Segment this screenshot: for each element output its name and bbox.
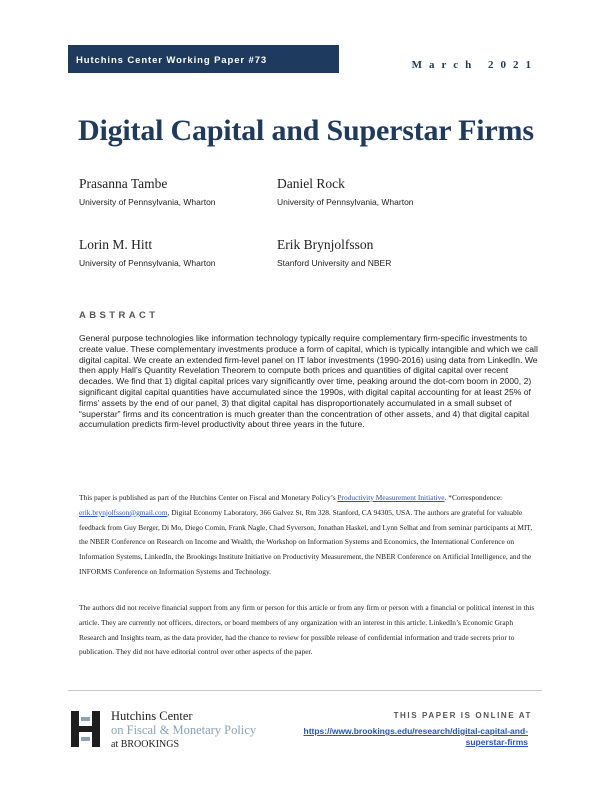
online-label: THIS PAPER IS ONLINE AT: [393, 711, 532, 720]
logo-line: on Fiscal & Monetary Policy: [111, 723, 257, 737]
footnote-publication: [79, 491, 541, 580]
publication-date: March 2021: [411, 59, 538, 71]
author-block: [277, 176, 414, 207]
author-block: [277, 237, 391, 268]
series-label: Hutchins Center Working Paper #73: [76, 55, 268, 66]
author-name: Prasanna Tambe: [79, 176, 168, 191]
correspondence-email-link[interactable]: erik.brynjolfsson@gmail.com: [79, 507, 168, 517]
author-affiliation: Stanford University and NBER: [277, 258, 392, 268]
footer-divider: [68, 690, 542, 691]
author-name: Erik Brynjolfsson: [277, 237, 374, 252]
series-banner: [68, 45, 339, 73]
author-affiliation: University of Pennsylvania, Wharton: [79, 258, 216, 268]
author-affiliation: University of Pennsylvania, Wharton: [79, 197, 216, 207]
logo-line: Hutchins Center: [111, 709, 193, 723]
footnote-text: . *Correspondence:: [444, 493, 503, 502]
hutchins-logo-text: [111, 709, 256, 751]
author-block: [79, 237, 216, 268]
logo-line: at BROOKINGS: [111, 739, 180, 750]
footnote-text: This paper is published as part of the Hutchins Center on Fiscal and Monetary Policy’s: [79, 493, 338, 502]
author-name: Lorin M. Hitt: [79, 237, 153, 252]
productivity-initiative-link[interactable]: Productivity Measurement Initiative: [337, 493, 445, 502]
hutchins-logo-icon: [71, 711, 100, 747]
author-affiliation: University of Pennsylvania, Wharton: [277, 197, 414, 207]
author-block: [79, 176, 216, 207]
footnote-disclosure: The authors did not receive financial support from any firm or person for this article or from any firm or person with a financial or political interest in this article. They are currently not officers, directors, or board members of any organization with an interest in this article. LinkedIn’s Economic Graph Research and Insights team, as the data provider, had the chance to review for possible release of confidential information and trade secrets prior to publication. They did not have editorial control over other aspects of the paper.: [79, 603, 535, 657]
author-name: Daniel Rock: [277, 176, 345, 191]
paper-title: Digital Capital and Superstar Firms: [78, 114, 534, 147]
footnote-text: , Digital Economy Laboratory, 366 Galvez St, Rm 328. Stanford, CA 94305, USA. The authors are grateful for valuable feedback from Guy Berger, Di Mo, Diego Comin, Frank Nagle, Chad Syverson, Jonathan Haskel, and Lynn Selhat and from seminar participants at MIT, the NBER Conference on Research on Income and Wealth, the Workshop on Information Systems and Economics, the International Conference on Information Systems, LinkedIn, the Brookings Institute Initiative on Productivity Measurement, the NBER Conference on Artificial Intelligence, and the INFORMS Conference on Information Systems and Technology.: [79, 507, 533, 576]
abstract-heading: ABSTRACT: [79, 310, 159, 321]
abstract-body: General purpose technologies like information technology typically require complementary firm-specific investments to create value. These complementary investments produce a form of capital, which is typically intangible and which we call digital capital. We create an extended firm-level panel on IT labor investments (1990-2016) using data from LinkedIn. We then apply Hall’s Quantity Revelation Theorem to compute both prices and quantities of digital capital over recent decades. We find that 1) digital capital prices vary significantly over time, peaking around the dot-com boom in 2000, 2) significant digital capital quantities have accumulated since the 1990s, with digital capital accounting for at least 25% of firms’ assets by the end of our panel, 3) that digital capital has disproportionately accumulated in a small subset of “superstar” firms and its concentration is much greater than the concentration of other assets, and 4) that digital capital accumulation predicts firm-level productivity about three years in the future.: [79, 333, 538, 430]
paper-url-link[interactable]: https://www.brookings.edu/research/digital-capital-and-superstar-firms: [303, 726, 528, 747]
